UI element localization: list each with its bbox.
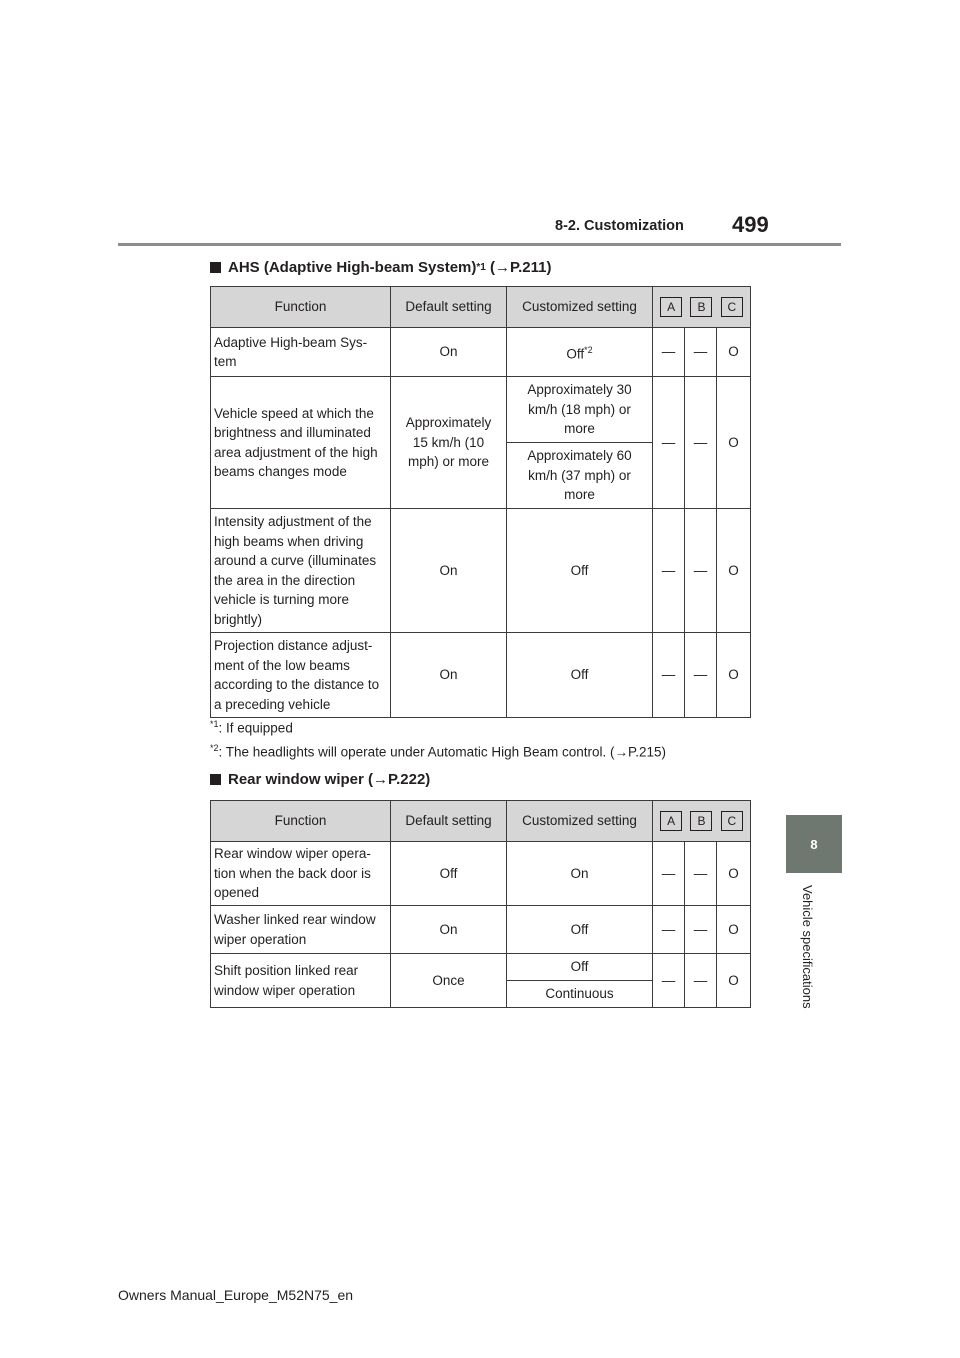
footnote-text: : If equipped [218, 720, 293, 736]
function-cell: Projection distance adjust- ment of the low beams according to the distance to a preceding vehicle [211, 633, 391, 718]
square-bullet-icon [210, 262, 221, 273]
method-c-icon: C [721, 297, 743, 317]
table-row [211, 906, 751, 954]
default-cell: On [391, 906, 507, 954]
function-cell: Vehicle speed at which the brightness and illuminated area adjustment of the high beams changes mode [211, 377, 391, 509]
chapter-title [795, 885, 815, 1035]
table-row [211, 633, 751, 718]
customized-cell [507, 328, 653, 377]
method-c-cell: O [717, 633, 751, 718]
method-c-cell: O [717, 377, 751, 509]
function-cell: Washer linked rear window wiper operation [211, 906, 391, 954]
customized-cell: Off [507, 509, 653, 633]
method-c-cell: O [717, 328, 751, 377]
table-header-row [211, 287, 751, 328]
method-a-cell: — [653, 377, 685, 509]
default-cell: On [391, 633, 507, 718]
method-c-icon: C [721, 811, 743, 831]
method-a-cell: — [653, 842, 685, 906]
customized-cell: Off [507, 633, 653, 718]
ahs-settings-table [210, 286, 751, 718]
chapter-tab [786, 815, 842, 873]
header-function: Function [211, 287, 391, 328]
header-customized-setting: Customized setting [507, 801, 653, 842]
method-b-cell: — [685, 842, 717, 906]
customized-cell: On [507, 842, 653, 906]
method-b-cell: — [685, 377, 717, 509]
table-row [211, 377, 751, 443]
footnote-2 [210, 743, 666, 760]
header-divider [118, 243, 841, 246]
method-b-cell: — [685, 633, 717, 718]
method-a-cell: — [653, 509, 685, 633]
customized-cell: Approximately 60 km/h (37 mph) or more [507, 443, 653, 509]
default-cell: On [391, 328, 507, 377]
table-row [211, 328, 751, 377]
footnote-mark: *2 [210, 743, 219, 753]
method-b-icon: B [690, 811, 712, 831]
customized-cell: Approximately 30 km/h (18 mph) or more [507, 377, 653, 443]
footnote-mark: *1 [210, 719, 219, 729]
method-b-cell: — [685, 954, 717, 1008]
footnote-1 [210, 719, 293, 736]
method-c-cell: O [717, 954, 751, 1008]
section-heading-rear-wiper [210, 771, 430, 788]
customized-cell: Off [507, 954, 653, 981]
header-customized-setting: Customized setting [507, 287, 653, 328]
chapter-title-text: Vehicle specifications [800, 885, 815, 1009]
method-c-cell: O [717, 509, 751, 633]
section-heading-ahs [210, 259, 551, 276]
method-a-cell: — [653, 633, 685, 718]
customized-cell: Continuous [507, 981, 653, 1008]
section-header: 8-2. Customization [555, 218, 684, 234]
header-default-setting: Default setting [391, 801, 507, 842]
function-cell: Shift position linked rear window wiper operation [211, 954, 391, 1008]
method-c-cell: O [717, 842, 751, 906]
section-title: Rear window wiper (→P.222) [228, 771, 431, 788]
footnote-mark: *2 [584, 344, 593, 355]
method-a-icon: A [660, 811, 682, 831]
function-cell: Rear window wiper opera- tion when the back door is opened [211, 842, 391, 906]
method-b-cell: — [685, 509, 717, 633]
customized-value: Off [566, 346, 585, 361]
function-cell: Intensity adjustment of the high beams when driving around a curve (illuminates the area in the direction vehicle is turning more brightly) [211, 509, 391, 633]
method-c-cell: O [717, 906, 751, 954]
method-a-cell: — [653, 906, 685, 954]
page-number: 499 [732, 212, 769, 237]
chapter-number: 8 [810, 836, 818, 852]
table-header-row [211, 801, 751, 842]
method-a-icon: A [660, 297, 682, 317]
default-cell: Approximately 15 km/h (10 mph) or more [391, 377, 507, 509]
square-bullet-icon [210, 774, 221, 785]
table-row [211, 509, 751, 633]
function-cell: Adaptive High-beam Sys- tem [211, 328, 391, 377]
method-b-cell: — [685, 328, 717, 377]
header-function: Function [211, 801, 391, 842]
default-cell: On [391, 509, 507, 633]
rear-wiper-settings-table [210, 800, 751, 1008]
footnote-mark: *1 [476, 262, 486, 273]
default-cell: Once [391, 954, 507, 1008]
footnote-text: : The headlights will operate under Automatic High Beam control. (→P.215) [218, 744, 667, 760]
table-row [211, 842, 751, 906]
header-default-setting: Default setting [391, 287, 507, 328]
method-b-icon: B [690, 297, 712, 317]
method-a-cell: — [653, 328, 685, 377]
method-a-cell: — [653, 954, 685, 1008]
customized-cell: Off [507, 906, 653, 954]
footer-text: Owners Manual_Europe_M52N75_en [118, 1287, 354, 1303]
method-b-cell: — [685, 906, 717, 954]
default-cell: Off [391, 842, 507, 906]
header-method-columns [653, 801, 751, 842]
header-method-columns [653, 287, 751, 328]
page-reference: (→P.211) [490, 259, 552, 276]
section-title: AHS (Adaptive High-beam System) [228, 259, 477, 276]
table-row [211, 954, 751, 981]
